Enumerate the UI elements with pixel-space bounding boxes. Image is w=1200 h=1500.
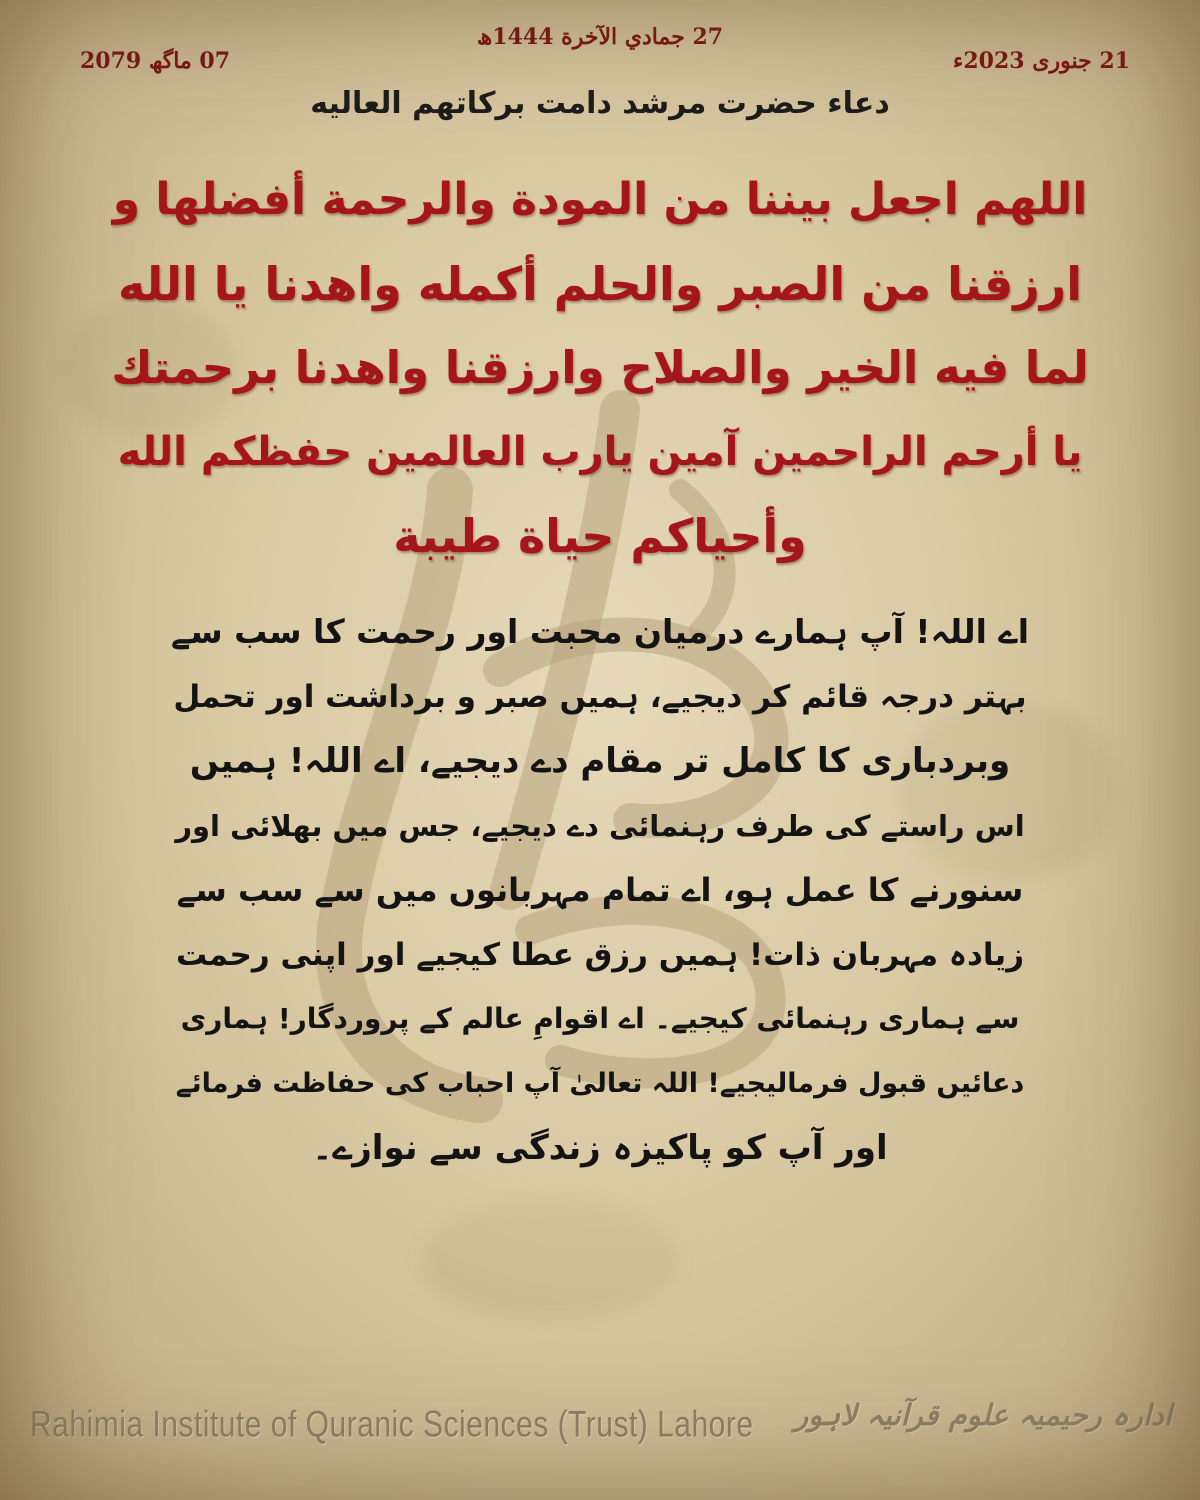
urdu-translation	[170, 600, 1030, 1181]
urdu-translation-line: وبردباری کا کامل تر مقام دے دیجیے، اے اللہ! ہمیں	[189, 741, 1011, 781]
arabic-dua-line: يا أرحم الراحمين آمين يارب العالمين حفظكم الله	[117, 429, 1083, 475]
page-title: دعاء حضرت مرشد دامت برکاتھم العالیه	[310, 86, 890, 121]
urdu-translation-line: زیادہ مہربان ذات! ہمیں رزق عطا کیجیے اور اپنی رحمت	[175, 936, 1025, 973]
urdu-translation-line: اور آپ کو پاکیزہ زندگی سے نوازے۔	[312, 1128, 888, 1168]
institute-name-english: Rahimia Institute of Quranic Sciences (Trust) Lahore	[30, 1404, 754, 1446]
urdu-translation-line: دعائیں قبول فرمالیجیے! اللہ تعالیٰ آپ احباب کی حفاظت فرمائے	[175, 1067, 1025, 1099]
arabic-dua-line: لما فيه الخير والصلاح وارزقنا واهدنا برحمتك	[111, 341, 1089, 394]
gregorian-date: 21 جنوری 2023ء	[953, 48, 1130, 74]
paper-stain	[420, 1200, 680, 1320]
urdu-translation-line: اے اللہ! آپ ہمارے درمیان محبت اور رحمت کا سب سے	[170, 612, 1030, 651]
arabic-dua-line: اللهم اجعل بيننا من المودة والرحمة أفضلها و	[112, 174, 1088, 225]
hijri-date: 27 جمادي الآخرة 1444ھ	[476, 24, 724, 50]
urdu-translation-line: سنورنے کا عمل ہو، اے تمام مہربانوں میں سے سب سے	[176, 871, 1024, 909]
institute-calligraphy-logo: ادارہ رحیمیہ علوم قرآنیہ لاہور	[794, 1398, 1172, 1432]
urdu-translation-line: اس راستے کی طرف رہنمائی دے دیجیے، جس میں بھلائی اور	[175, 808, 1025, 843]
arabic-dua-line: ارزقنا من الصبر والحلم أكمله واهدنا يا الله	[118, 257, 1082, 311]
arabic-dua-line: وأحياكم حياة طيبة	[393, 509, 807, 563]
arabic-dua	[110, 158, 1090, 578]
bikrami-date: 07 ماگھ 2079	[80, 48, 231, 74]
urdu-translation-line: بہتر درجہ قائم کر دیجیے، ہمیں صبر و برداشت اور تحمل	[173, 678, 1027, 715]
urdu-translation-line: سے ہماری رہنمائی کیجیے۔ اے اقوامِ عالم کے پروردگار! ہماری	[180, 1002, 1020, 1035]
